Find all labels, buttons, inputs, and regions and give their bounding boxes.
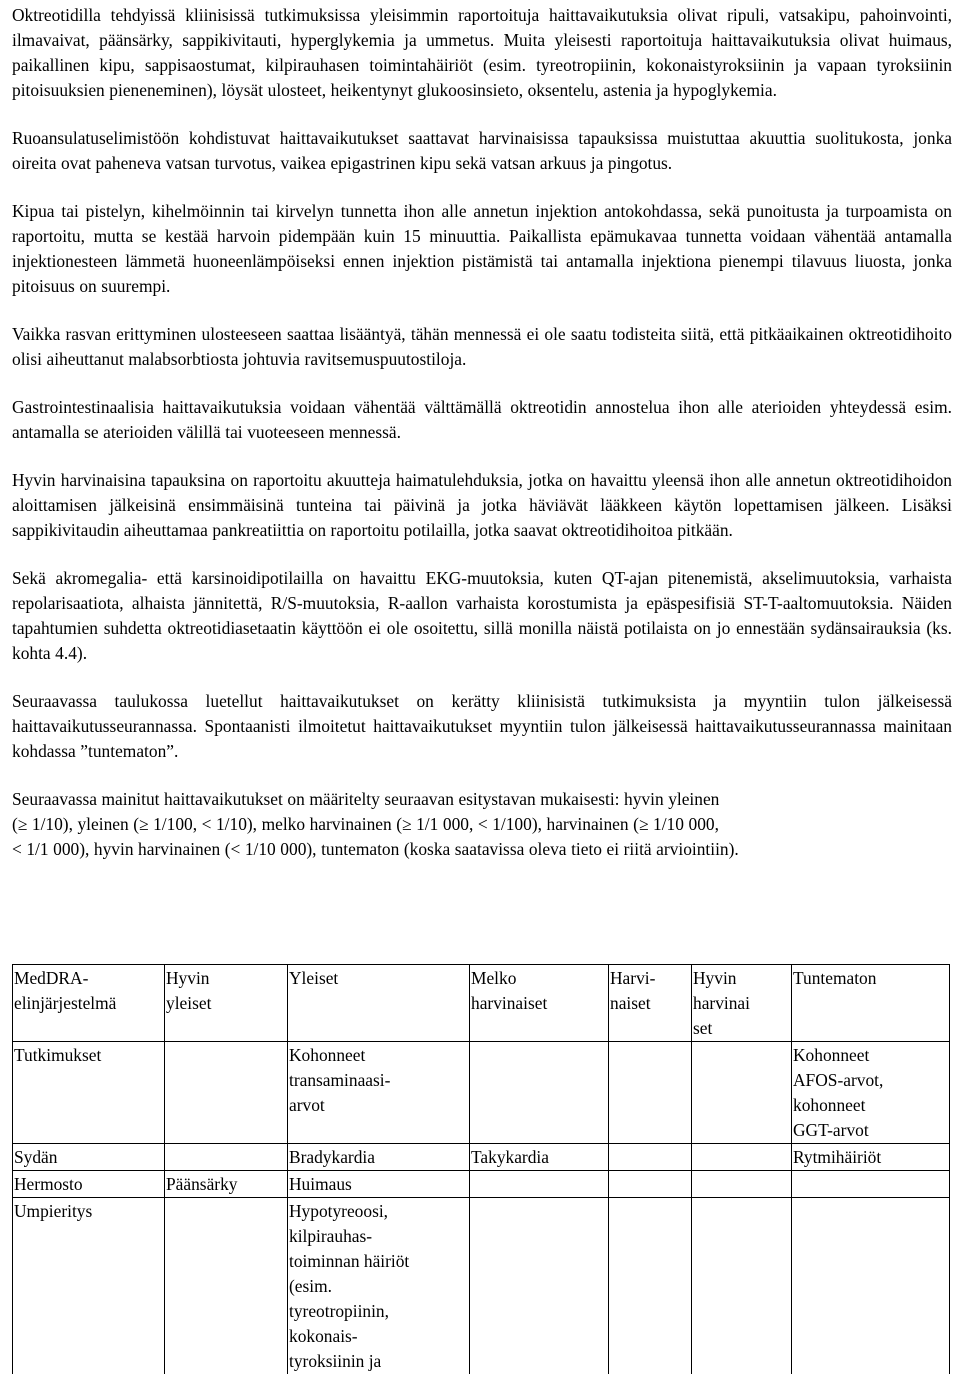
table-cell [165,1042,288,1144]
table-header-cell: MedDRA- elinjärjestelmä [13,965,165,1042]
document-page [12,0,952,885]
table-cell: Bradykardia [288,1144,470,1171]
table-cell [609,1171,692,1198]
table-cell [470,1171,609,1198]
table-cell [692,1171,792,1198]
table-cell [692,1198,792,1374]
table-header-cell: Melko harvinaiset [470,965,609,1042]
table-header-row [13,965,950,1042]
paragraph-injection-site-reactions: Kipua tai pistelyn, kihelmöinnin tai kirvelyn tunnetta ihon alle annetun injektion antokohdassa, sekä punoitusta ja turpoamista on raportoitu, mutta se kestää harvoin pidempään kuin 15 minuuttia. Paikallista epämukavaa tunnetta voidaan vähentää antamalla injektionesteen lämmetä huoneenlämpöiseksi ennen injektion pistämistä tai antamalla injektiona pienempi tilavuus liuosta, jonka pitoisuus on suurempi. [12,199,952,299]
table-row [13,1171,950,1198]
paragraph-ecg-changes: Sekä akromegalia- että karsinoidipotilailla on havaittu EKG-muutoksia, kuten QT-ajan pitenemistä, akselimuutoksia, varhaista repolarisaatiota, alhaista jännitettä, R/S-muutoksia, R-aallon varhaista korostumista ja epäspesifisiä ST-T-aaltomuutoksia. Näiden tapahtumien suhdetta oktreotidiasetaatin käyttöön ei ole osoitettu, sillä monilla näistä potilaista on jo ennestään sydänsairauksia (ks. kohta 4.4). [12,566,952,666]
frequency-line: < 1/1 000), hyvin harvinainen (< 1/10 000), tuntematon (koska saatavissa oleva tieto ei riitä arviointiin). [12,837,952,862]
table-cell: Hermosto [13,1171,165,1198]
table-cell [165,1144,288,1171]
table-cell: Sydän [13,1144,165,1171]
table-cell [692,1042,792,1144]
table-cell: Tutkimukset [13,1042,165,1144]
table-row [13,1144,950,1171]
table-cell: Umpieritys [13,1198,165,1374]
frequency-line: (≥ 1/10), yleinen (≥ 1/100, < 1/10), melko harvinainen (≥ 1/1 000, < 1/100), harvinainen (≥ 1/10 000, [12,812,952,837]
paragraph-fat-excretion: Vaikka rasvan erittyminen ulosteeseen saattaa lisääntyä, tähän mennessä ei ole saatu todisteita siitä, että pitkäaikainen oktreotidihoito olisi aiheuttanut malabsorbtiosta johtuvia ravitsemuspuutostiloja. [12,322,952,372]
paragraph-pancreatitis: Hyvin harvinaisina tapauksina on raportoitu akuutteja haimatulehduksia, jotka on havaittu yleensä ihon alle annetun oktreotidihoidon aloittamisen jälkeisinä ensimmäisinä tunteina tai päivinä ja jotka häviävät lääkkeen käytön lopettamisen jälkeen. Lisäksi sappikivitaudin aiheuttamaa pankreatiittia on raportoitu potilailla, jotka saavat oktreotidihoitoa pitkään. [12,468,952,543]
table-cell [609,1198,692,1374]
table-cell: Kohonneet AFOS-arvot, kohonneet GGT-arvot [792,1042,950,1144]
table-cell [165,1198,288,1374]
paragraph-gastrointestinal-obstruction: Ruoansulatuselimistöön kohdistuvat haittavaikutukset saattavat harvinaisissa tapauksissa muistuttaa akuuttia suolitukosta, jonka oireita ovat paheneva vatsan turvotus, vaikea epigastrinen kipu sekä vatsan arkuus ja pingotus. [12,126,952,176]
table-header-cell: Harvi- naiset [609,965,692,1042]
table-cell [470,1198,609,1374]
table-cell [792,1171,950,1198]
frequency-line: Seuraavassa mainitut haittavaikutukset on määritelty seuraavan esitystavan mukaisesti: hyvin yleinen [12,787,952,812]
table-cell [609,1042,692,1144]
table-cell: Päänsärky [165,1171,288,1198]
paragraph-table-intro: Seuraavassa taulukossa luetellut haittavaikutukset on kerätty kliinisistä tutkimuksista ja myyntiin tulon jälkeisessä haittavaikutusseurannassa. Spontaanisti ilmoitetut haittavaikutukset myyntiin tulon jälkeisessä haittavaikutusseurannassa mainitaan kohdassa ”tuntematon”. [12,689,952,764]
table-cell: Rytmihäiriöt [792,1144,950,1171]
table-header-cell: Hyvin yleiset [165,965,288,1042]
table-row [13,1042,950,1144]
table-header-cell: Hyvin harvinai set [692,965,792,1042]
table-cell: Huimaus [288,1171,470,1198]
table-cell: Hypotyreoosi, kilpirauhas- toiminnan häiriöt (esim. tyreotropiinin, kokonais- tyroksiinin ja [288,1198,470,1374]
paragraph-gi-reduction: Gastrointestinaalisia haittavaikutuksia voidaan vähentää välttämällä oktreotidin annostelua ihon alle aterioiden yhteydessä esim. antamalla se aterioiden välillä tai vuoteeseen mennessä. [12,395,952,445]
table-cell [792,1198,950,1374]
adverse-effects-table [12,964,950,1374]
paragraph-common-adverse-effects: Oktreotidilla tehdyissä kliinisissä tutkimuksissa yleisimmin raportoituja haittavaikutuksia olivat ripuli, vatsakipu, pahoinvointi, ilmavaivat, päänsärky, sappikivitauti, hyperglykemia ja ummetus. Muita yleisesti raportoituja haittavaikutuksia olivat huimaus, paikallinen kipu, sappisaostumat, kilpirauhasen toimintahäiriöt (esim. tyreotropiinin, kokonaistyroksiinin ja vapaan tyroksiinin pitoisuuksien pieneneminen), löysät ulosteet, heikentynyt glukoosinsieto, oksentelu, astenia ja hypoglykemia. [12,3,952,103]
table-header-cell: Tuntematon [792,965,950,1042]
paragraph-frequency-definitions [12,787,952,862]
table-cell [692,1144,792,1171]
table-cell: Takykardia [470,1144,609,1171]
table-cell: Kohonneet transaminaasi- arvot [288,1042,470,1144]
table-row [13,1198,950,1374]
table-cell [470,1042,609,1144]
table-cell [609,1144,692,1171]
table-header-cell: Yleiset [288,965,470,1042]
